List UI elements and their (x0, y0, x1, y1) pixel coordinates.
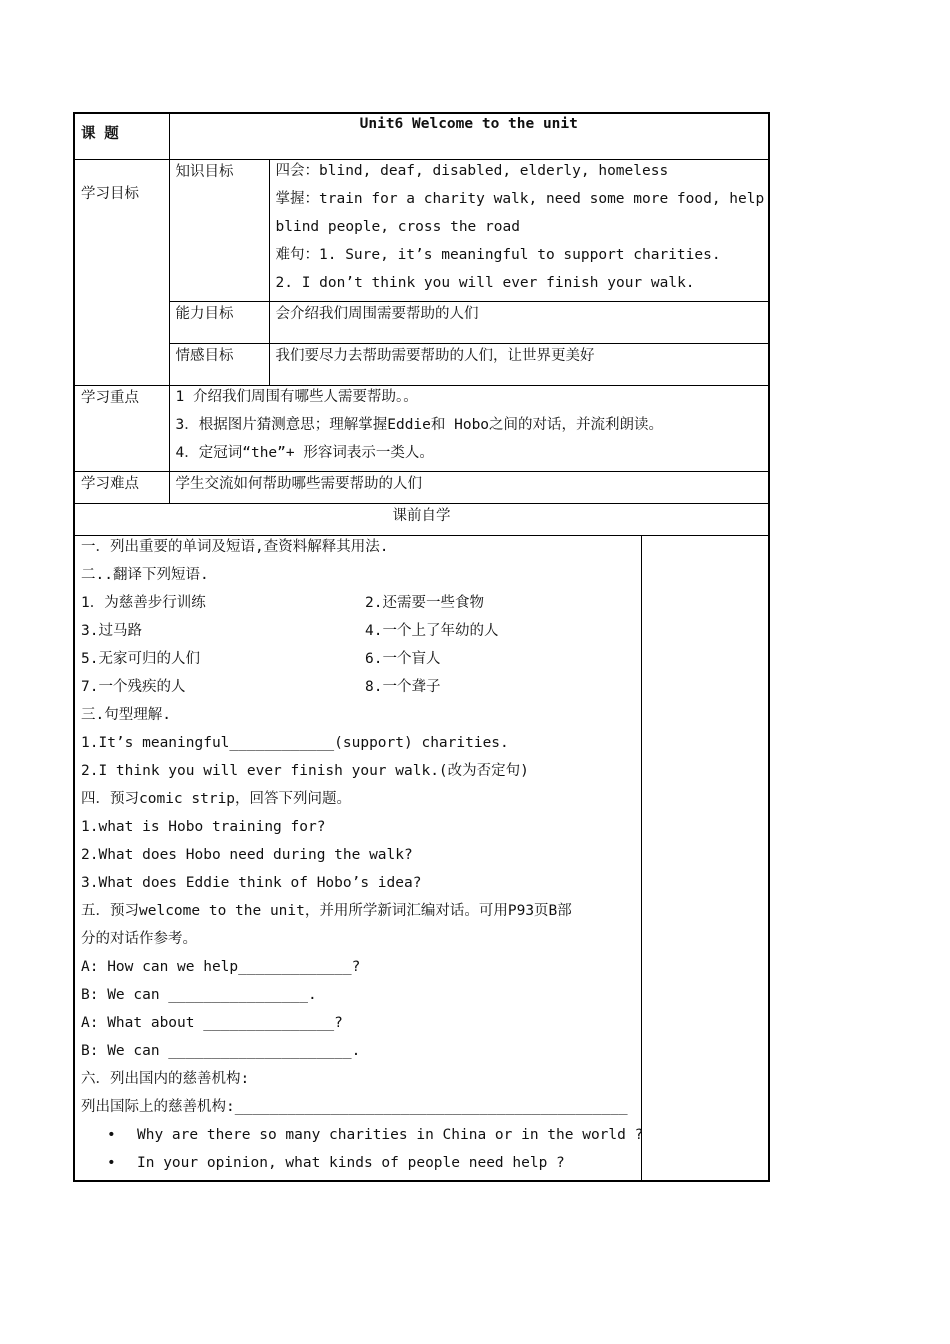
charity-line: 列出国际上的慈善机构:_____________________________________________ (81, 1098, 628, 1115)
phrase-item: 5.无家可归的人们 (81, 650, 200, 667)
knowledge-line: blind people, cross the road (275, 218, 520, 235)
knowledge-line: 难句：1. Sure, it’s meaningful to support charities. (275, 246, 721, 263)
sentence-exercise: 1.It’s meaningful____________(support) charities. (81, 734, 509, 751)
bullet-question (81, 1152, 635, 1180)
phrase-pair (81, 648, 635, 676)
phrase-item: 4.一个上了年幼的人 (365, 622, 499, 639)
ability-row (74, 301, 769, 343)
phrase-pair (81, 592, 635, 620)
section-heading: 三.句型理解. (81, 706, 171, 723)
section-heading: 一．列出重要的单词及短语,查资料解释其用法. (81, 538, 389, 555)
bullet-text: Why are there so many charities in China or in the world ? (137, 1126, 644, 1143)
bullet-text: In your opinion, what kinds of people need help ? (137, 1154, 565, 1171)
ability-label: 能力目标 (169, 301, 269, 343)
question-item: 1.what is Hobo training for? (81, 818, 326, 835)
key-points-row (74, 385, 769, 471)
knowledge-line: 2. I don’t think you will ever finish your walk. (275, 274, 695, 291)
emotion-row (74, 343, 769, 385)
question-item: 3.What does Eddie think of Hobo’s idea? (81, 874, 422, 891)
phrase-pair (81, 676, 635, 704)
question-item: 2.What does Hobo need during the walk? (81, 846, 413, 863)
dialogue-line: A: How can we help_____________? (81, 958, 361, 975)
topic-value: Unit6 Welcome to the unit (169, 113, 769, 159)
emotion-text: 我们要尽力去帮助需要帮助的人们，让世界更美好 (269, 343, 769, 385)
knowledge-line: 掌握：train for a charity walk, need some more food, help (275, 190, 765, 207)
key-point-line: 3．根据图片猜测意思；理解掌握Eddie和 Hobo之间的对话，并流利朗读。 (175, 416, 664, 433)
knowledge-line: 四会：blind, deaf, disabled, elderly, homeless (275, 162, 669, 179)
notes-column (641, 535, 769, 1181)
topic-label: 课 题 (74, 113, 169, 159)
phrase-item: 3.过马路 (81, 622, 142, 639)
phrase-item: 2.还需要一些食物 (365, 594, 484, 611)
key-points-label: 学习重点 (74, 385, 169, 471)
dialogue-line: B: We can ________________. (81, 986, 317, 1003)
section-heading: 二..翻译下列短语. (81, 566, 209, 583)
lesson-plan-sheet (73, 112, 768, 1182)
knowledge-row (74, 159, 769, 301)
preview-body-row (74, 535, 769, 1181)
phrase-pair (81, 620, 635, 648)
key-point-line: 4．定冠词“the”+ 形容词表示一类人。 (175, 444, 434, 461)
bullet-question (81, 1124, 644, 1152)
difficulty-label: 学习难点 (74, 471, 169, 503)
section-heading-cont: 分的对话作参考。 (81, 930, 197, 947)
phrase-item: 6.一个盲人 (365, 650, 441, 667)
ability-text: 会介绍我们周围需要帮助的人们 (269, 301, 769, 343)
bullet-icon: • (107, 1154, 116, 1171)
section-heading: 四．预习comic strip，回答下列问题。 (81, 790, 352, 807)
phrase-item: 1．为慈善步行训练 (81, 594, 206, 611)
difficulty-row (74, 471, 769, 503)
section-heading: 六．列出国内的慈善机构: (81, 1070, 250, 1087)
topic-row (74, 113, 769, 159)
dialogue-line: B: We can _____________________. (81, 1042, 361, 1059)
key-points-content (169, 385, 769, 471)
sentence-exercise: 2.I think you will ever finish your walk.(改为否定句) (81, 762, 529, 779)
preview-title: 课前自学 (74, 503, 769, 535)
emotion-label: 情感目标 (169, 343, 269, 385)
preview-content (74, 535, 644, 1181)
knowledge-label: 知识目标 (169, 159, 269, 301)
phrase-item: 7.一个残疾的人 (81, 678, 186, 695)
section-heading: 五．预习welcome to the unit，并用所学新词汇编对话。可用P93页B部 (81, 902, 572, 919)
knowledge-content (269, 159, 769, 301)
phrase-item: 8.一个聋子 (365, 678, 441, 695)
dialogue-line: A: What about _______________? (81, 1014, 343, 1031)
objectives-label: 学习目标 (74, 159, 169, 385)
lesson-plan-table (73, 112, 770, 1182)
difficulty-text: 学生交流如何帮助哪些需要帮助的人们 (169, 471, 769, 503)
bullet-icon: • (107, 1126, 116, 1143)
preview-title-row (74, 503, 769, 535)
key-point-line: 1 介绍我们周围有哪些人需要帮助。。 (175, 388, 418, 405)
